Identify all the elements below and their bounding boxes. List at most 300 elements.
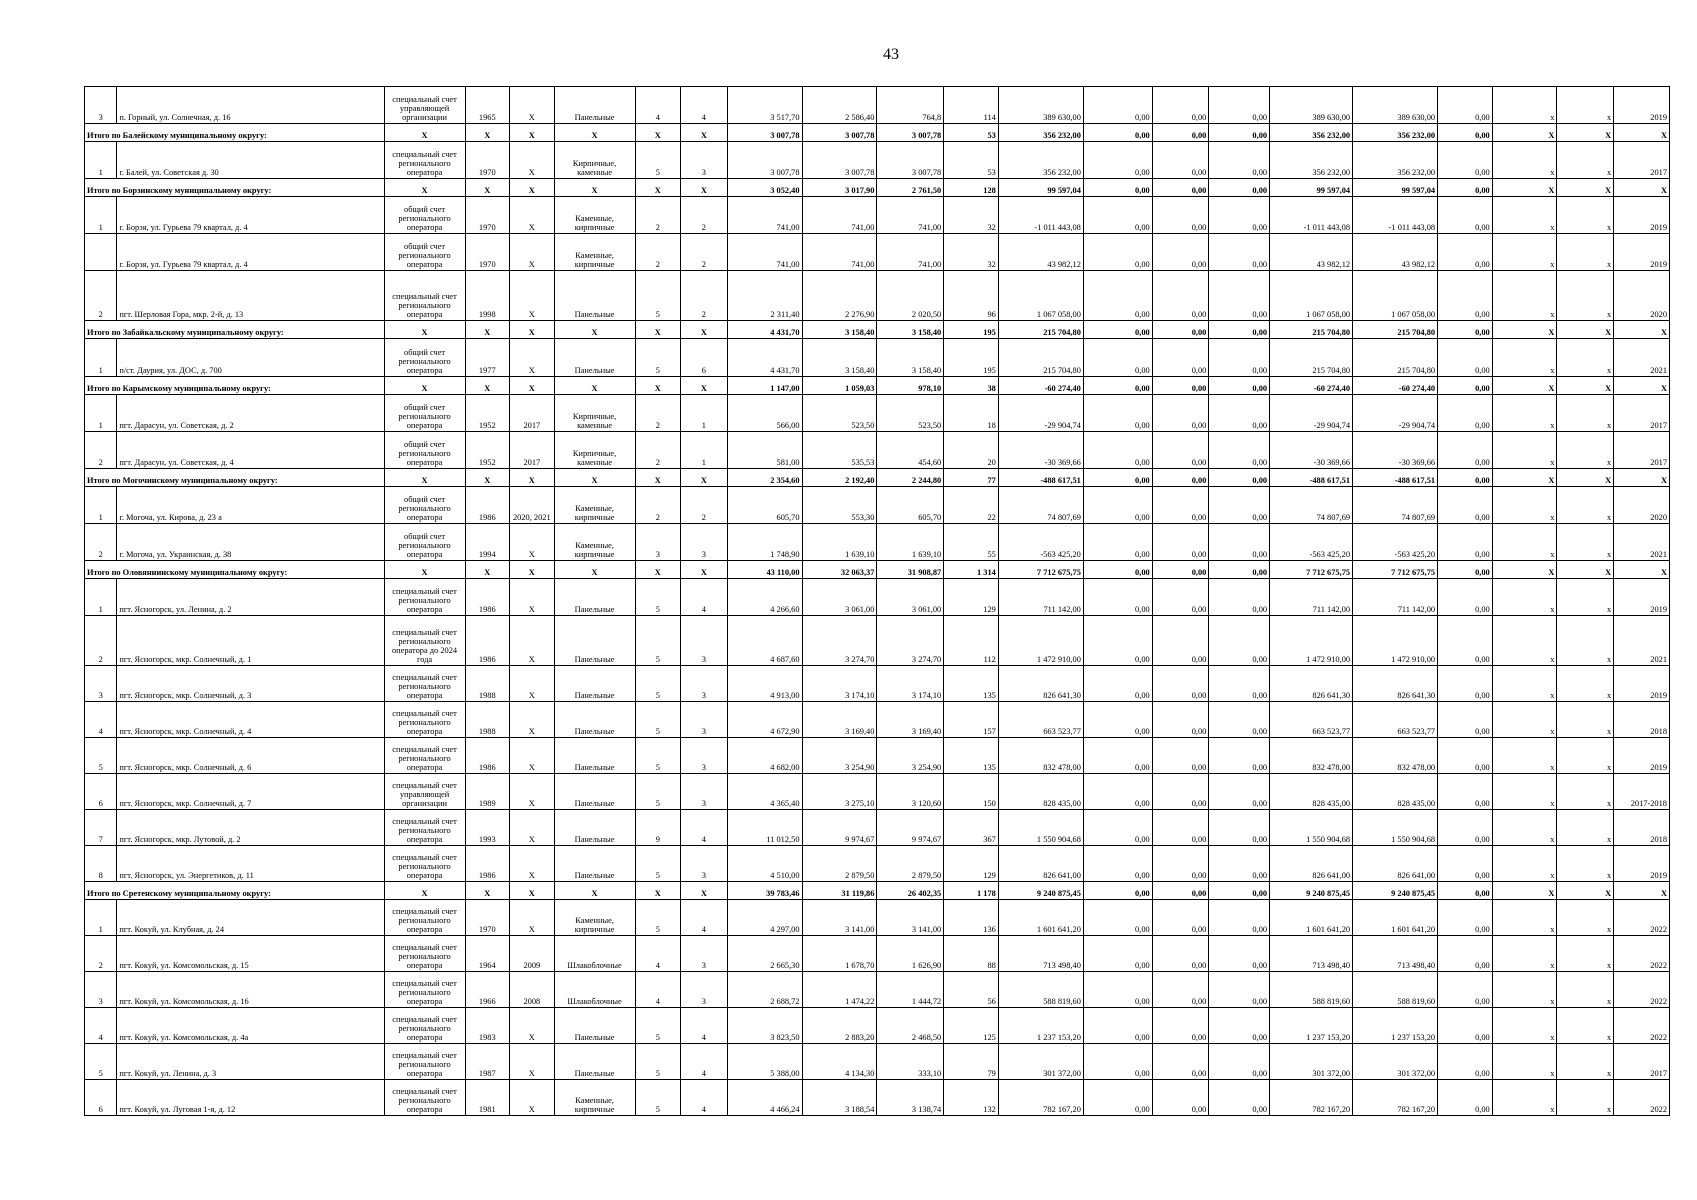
cell-other-funds: 0,00 — [1438, 524, 1493, 561]
cell-owners-funds-other: 782 167,20 — [1353, 1080, 1438, 1116]
cell-owners-funds: 74 807,69 — [1270, 487, 1353, 524]
cell-floors: X — [635, 124, 681, 142]
cell-owners-funds: 389 630,00 — [1270, 87, 1353, 124]
cell-floors: X — [635, 561, 681, 579]
cell-mark-b: X — [1557, 469, 1614, 487]
cell-residential-area: 3 158,40 — [802, 339, 877, 377]
cell-residential-area: 2 192,40 — [802, 469, 877, 487]
cell-other-funds: 0,00 — [1438, 666, 1493, 702]
cell-mark-a: x — [1492, 1080, 1557, 1116]
cell-wall-material: X — [554, 561, 635, 579]
cell-wall-material: Каменные, кирпичные — [554, 524, 635, 561]
cell-owners-funds: 215 704,80 — [1270, 321, 1353, 339]
cell-mark-a: x — [1492, 702, 1557, 738]
cell-mark-a: x — [1492, 395, 1557, 432]
cell-residents: 1 178 — [944, 882, 999, 900]
cell-address: г. Балей, ул. Советская д. 30 — [117, 142, 384, 179]
cell-other-funds: 0,00 — [1438, 846, 1493, 882]
cell-entrances: 3 — [681, 142, 728, 179]
cell-total-label: Итого по Карымскому муниципальному округу: — [85, 377, 385, 395]
cell-total-label: Итого по Оловяннинскому муниципальному округу: — [85, 561, 385, 579]
district-total-row — [85, 469, 1670, 487]
cell-account-type: специальный счет управляющей организации — [384, 87, 465, 124]
cell-living-area: 3 120,60 — [877, 774, 944, 810]
cell-owners-funds: -1 011 443,08 — [1270, 197, 1353, 234]
cell-year-built: X — [465, 321, 510, 339]
cell-year-renovated: X — [510, 738, 555, 774]
cell-address: п. Горный, ул. Солнечная, д. 16 — [117, 87, 384, 124]
cell-year-built: X — [465, 469, 510, 487]
cell-amount-municipal: 0,00 — [1209, 234, 1270, 271]
cell-residents: 32 — [944, 234, 999, 271]
cell-year-built: 1965 — [465, 87, 510, 124]
cell-owners-funds-other: 7 712 675,75 — [1353, 561, 1438, 579]
cell-residents: 150 — [944, 774, 999, 810]
cell-mark-b: x — [1557, 87, 1614, 124]
cell-total-area: 3 517,70 — [727, 87, 802, 124]
cell-owners-funds: 663 523,77 — [1270, 702, 1353, 738]
cell-owners-funds-other: -60 274,40 — [1353, 377, 1438, 395]
cell-planned-year: 2022 — [1614, 900, 1670, 936]
cell-planned-year: X — [1614, 377, 1670, 395]
cell-amount-municipal: 0,00 — [1209, 810, 1270, 846]
cell-row-number: 1 — [85, 339, 117, 377]
cell-address: пгт. Ясногорск, мкр. Солнечный, д. 7 — [117, 774, 384, 810]
cell-total-amount: 1 067 058,00 — [998, 271, 1083, 321]
cell-entrances: X — [681, 882, 728, 900]
cell-year-built: X — [465, 179, 510, 197]
cell-residential-area: 3 007,78 — [802, 124, 877, 142]
cell-total-amount: 711 142,00 — [998, 579, 1083, 616]
cell-mark-b: x — [1557, 810, 1614, 846]
cell-residential-area: 1 678,70 — [802, 936, 877, 972]
cell-amount-municipal: 0,00 — [1209, 87, 1270, 124]
cell-address: пгт. Дарасун, ул. Советская, д. 2 — [117, 395, 384, 432]
cell-wall-material: Кирпичные, каменные — [554, 395, 635, 432]
cell-amount-fund: 0,00 — [1083, 197, 1152, 234]
cell-residents: 125 — [944, 1008, 999, 1044]
cell-total-label: Итого по Борзинскому муниципальному округу: — [85, 179, 385, 197]
cell-owners-funds-other: 301 372,00 — [1353, 1044, 1438, 1080]
cell-amount-region: 0,00 — [1152, 321, 1209, 339]
table-row — [85, 810, 1670, 846]
cell-year-renovated: X — [510, 846, 555, 882]
cell-residents: 20 — [944, 432, 999, 469]
cell-total-amount: -30 369,66 — [998, 432, 1083, 469]
cell-residential-area: 3 174,10 — [802, 666, 877, 702]
cell-mark-a: x — [1492, 234, 1557, 271]
cell-amount-region: 0,00 — [1152, 882, 1209, 900]
cell-amount-fund: 0,00 — [1083, 469, 1152, 487]
cell-total-area: 4 365,40 — [727, 774, 802, 810]
cell-other-funds: 0,00 — [1438, 87, 1493, 124]
cell-row-number: 4 — [85, 1008, 117, 1044]
table-row — [85, 738, 1670, 774]
cell-floors: X — [635, 179, 681, 197]
cell-other-funds: 0,00 — [1438, 882, 1493, 900]
cell-wall-material: X — [554, 469, 635, 487]
cell-living-area: 3 061,00 — [877, 579, 944, 616]
cell-amount-municipal: 0,00 — [1209, 271, 1270, 321]
cell-total-area: 4 431,70 — [727, 321, 802, 339]
cell-owners-funds: 9 240 875,45 — [1270, 882, 1353, 900]
cell-row-number: 3 — [85, 972, 117, 1008]
cell-entrances: X — [681, 377, 728, 395]
cell-year-renovated: X — [510, 469, 555, 487]
cell-residential-area: 3 061,00 — [802, 579, 877, 616]
cell-residential-area: 2 879,50 — [802, 846, 877, 882]
cell-mark-b: x — [1557, 738, 1614, 774]
cell-owners-funds-other: -29 904,74 — [1353, 395, 1438, 432]
cell-year-renovated: X — [510, 142, 555, 179]
cell-account-type: специальный счет регионального оператора — [384, 810, 465, 846]
cell-floors: 5 — [635, 846, 681, 882]
cell-mark-b: x — [1557, 972, 1614, 1008]
cell-residential-area: 535,53 — [802, 432, 877, 469]
cell-owners-funds-other: 74 807,69 — [1353, 487, 1438, 524]
cell-row-number: 2 — [85, 616, 117, 666]
cell-amount-region: 0,00 — [1152, 738, 1209, 774]
cell-planned-year: X — [1614, 179, 1670, 197]
cell-amount-region: 0,00 — [1152, 1044, 1209, 1080]
table-row — [85, 524, 1670, 561]
cell-account-type: общий счет регионального оператора — [384, 432, 465, 469]
cell-row-number: 2 — [85, 271, 117, 321]
cell-living-area: 2 879,50 — [877, 846, 944, 882]
cell-entrances: 4 — [681, 1080, 728, 1116]
cell-owners-funds: -60 274,40 — [1270, 377, 1353, 395]
cell-owners-funds-other: 215 704,80 — [1353, 339, 1438, 377]
cell-entrances: 4 — [681, 1044, 728, 1080]
cell-mark-a: X — [1492, 882, 1557, 900]
cell-mark-a: x — [1492, 972, 1557, 1008]
cell-planned-year: X — [1614, 561, 1670, 579]
cell-owners-funds: 1 601 641,20 — [1270, 900, 1353, 936]
cell-wall-material: Панельные — [554, 616, 635, 666]
cell-year-built: 1986 — [465, 487, 510, 524]
cell-year-built: 1981 — [465, 1080, 510, 1116]
cell-residents: 32 — [944, 197, 999, 234]
cell-amount-fund: 0,00 — [1083, 524, 1152, 561]
cell-owners-funds: 826 641,30 — [1270, 666, 1353, 702]
table-row — [85, 395, 1670, 432]
cell-total-area: 741,00 — [727, 234, 802, 271]
cell-address: пгт. Кокуй, ул. Клубная, д. 24 — [117, 900, 384, 936]
cell-year-renovated: X — [510, 579, 555, 616]
cell-address: п/ст. Даурия, ул. ДОС, д. 700 — [117, 339, 384, 377]
cell-residents: 112 — [944, 616, 999, 666]
cell-account-type: общий счет регионального оператора — [384, 197, 465, 234]
cell-owners-funds-other: 1 472 910,00 — [1353, 616, 1438, 666]
cell-owners-funds: 1 237 153,20 — [1270, 1008, 1353, 1044]
cell-residents: 114 — [944, 87, 999, 124]
cell-mark-a: x — [1492, 197, 1557, 234]
cell-owners-funds-other: 9 240 875,45 — [1353, 882, 1438, 900]
cell-living-area: 2 761,50 — [877, 179, 944, 197]
cell-other-funds: 0,00 — [1438, 936, 1493, 972]
cell-total-amount: 9 240 875,45 — [998, 882, 1083, 900]
cell-row-number: 2 — [85, 936, 117, 972]
cell-owners-funds-other: 826 641,00 — [1353, 846, 1438, 882]
cell-entrances: X — [681, 124, 728, 142]
cell-year-built: 1970 — [465, 900, 510, 936]
cell-other-funds: 0,00 — [1438, 234, 1493, 271]
cell-amount-fund: 0,00 — [1083, 900, 1152, 936]
cell-year-built: 1970 — [465, 197, 510, 234]
cell-year-renovated: X — [510, 666, 555, 702]
register-table-body — [85, 87, 1670, 1116]
cell-total-amount: 215 704,80 — [998, 339, 1083, 377]
cell-address: пгт. Ясногорск, мкр. Солнечный, д. 4 — [117, 702, 384, 738]
cell-address: пгт. Ясногорск, мкр. Солнечный, д. 3 — [117, 666, 384, 702]
cell-floors: 5 — [635, 1044, 681, 1080]
cell-year-renovated: X — [510, 179, 555, 197]
cell-amount-fund: 0,00 — [1083, 179, 1152, 197]
cell-row-number: 1 — [85, 900, 117, 936]
cell-owners-funds: 7 712 675,75 — [1270, 561, 1353, 579]
cell-mark-b: x — [1557, 234, 1614, 271]
cell-amount-region: 0,00 — [1152, 666, 1209, 702]
district-total-row — [85, 377, 1670, 395]
cell-residential-area: 523,50 — [802, 395, 877, 432]
cell-total-label: Итого по Балейскому муниципальному округу: — [85, 124, 385, 142]
cell-other-funds: 0,00 — [1438, 432, 1493, 469]
cell-planned-year: 2022 — [1614, 936, 1670, 972]
cell-living-area: 31 908,87 — [877, 561, 944, 579]
cell-amount-fund: 0,00 — [1083, 377, 1152, 395]
table-row — [85, 432, 1670, 469]
cell-living-area: 741,00 — [877, 234, 944, 271]
cell-mark-a: x — [1492, 1044, 1557, 1080]
cell-other-funds: 0,00 — [1438, 810, 1493, 846]
cell-entrances: 3 — [681, 774, 728, 810]
cell-amount-fund: 0,00 — [1083, 321, 1152, 339]
cell-year-built: X — [465, 124, 510, 142]
district-total-row — [85, 321, 1670, 339]
cell-amount-municipal: 0,00 — [1209, 321, 1270, 339]
cell-year-built: 1993 — [465, 810, 510, 846]
cell-address: пгт. Ясногорск, мкр. Лутовой, д. 2 — [117, 810, 384, 846]
cell-year-built: 1952 — [465, 395, 510, 432]
cell-amount-municipal: 0,00 — [1209, 339, 1270, 377]
cell-amount-municipal: 0,00 — [1209, 702, 1270, 738]
cell-year-built: 1986 — [465, 579, 510, 616]
cell-wall-material: X — [554, 882, 635, 900]
cell-year-renovated: X — [510, 616, 555, 666]
cell-amount-fund: 0,00 — [1083, 666, 1152, 702]
cell-mark-a: X — [1492, 561, 1557, 579]
cell-owners-funds-other: 711 142,00 — [1353, 579, 1438, 616]
cell-total-label: Итого по Забайкальскому муниципальному округу: — [85, 321, 385, 339]
cell-amount-municipal: 0,00 — [1209, 616, 1270, 666]
cell-entrances: 4 — [681, 87, 728, 124]
cell-account-type: общий счет регионального оператора — [384, 487, 465, 524]
cell-amount-fund: 0,00 — [1083, 1044, 1152, 1080]
cell-wall-material: X — [554, 179, 635, 197]
cell-wall-material: Шлакоблочные — [554, 936, 635, 972]
cell-account-type: специальный счет регионального оператора — [384, 666, 465, 702]
cell-entrances: 4 — [681, 900, 728, 936]
cell-owners-funds: 301 372,00 — [1270, 1044, 1353, 1080]
cell-floors: 5 — [635, 702, 681, 738]
cell-row-number: 8 — [85, 846, 117, 882]
table-row — [85, 271, 1670, 321]
cell-planned-year: 2017 — [1614, 142, 1670, 179]
cell-floors: 5 — [635, 271, 681, 321]
cell-residents: 38 — [944, 377, 999, 395]
cell-total-area: 43 110,00 — [727, 561, 802, 579]
cell-entrances: 4 — [681, 579, 728, 616]
cell-amount-municipal: 0,00 — [1209, 1008, 1270, 1044]
cell-planned-year: X — [1614, 882, 1670, 900]
cell-mark-a: x — [1492, 846, 1557, 882]
cell-total-amount: 1 550 904,68 — [998, 810, 1083, 846]
cell-living-area: 3 007,78 — [877, 124, 944, 142]
cell-residential-area: 32 063,37 — [802, 561, 877, 579]
cell-entrances: 3 — [681, 972, 728, 1008]
cell-year-renovated: X — [510, 87, 555, 124]
cell-mark-a: x — [1492, 936, 1557, 972]
cell-mark-a: X — [1492, 179, 1557, 197]
cell-account-type: специальный счет регионального оператора — [384, 142, 465, 179]
cell-total-amount: -1 011 443,08 — [998, 197, 1083, 234]
cell-owners-funds: -29 904,74 — [1270, 395, 1353, 432]
cell-account-type: специальный счет регионального оператора — [384, 738, 465, 774]
cell-entrances: 3 — [681, 666, 728, 702]
cell-amount-fund: 0,00 — [1083, 234, 1152, 271]
cell-account-type: X — [384, 882, 465, 900]
cell-owners-funds: 215 704,80 — [1270, 339, 1353, 377]
cell-amount-municipal: 0,00 — [1209, 900, 1270, 936]
cell-year-built: X — [465, 377, 510, 395]
cell-row-number: 1 — [85, 487, 117, 524]
cell-amount-region: 0,00 — [1152, 846, 1209, 882]
cell-living-area: 523,50 — [877, 395, 944, 432]
cell-owners-funds-other: 356 232,00 — [1353, 124, 1438, 142]
cell-other-funds: 0,00 — [1438, 616, 1493, 666]
cell-mark-a: x — [1492, 810, 1557, 846]
cell-year-built: X — [465, 561, 510, 579]
cell-residents: 136 — [944, 900, 999, 936]
cell-total-area: 741,00 — [727, 197, 802, 234]
cell-amount-municipal: 0,00 — [1209, 197, 1270, 234]
cell-amount-region: 0,00 — [1152, 395, 1209, 432]
cell-total-area: 1 748,90 — [727, 524, 802, 561]
cell-living-area: 3 007,78 — [877, 142, 944, 179]
cell-living-area: 3 274,70 — [877, 616, 944, 666]
cell-living-area: 26 402,35 — [877, 882, 944, 900]
cell-row-number: 7 — [85, 810, 117, 846]
cell-floors: X — [635, 377, 681, 395]
cell-amount-municipal: 0,00 — [1209, 432, 1270, 469]
cell-row-number: 6 — [85, 774, 117, 810]
cell-amount-municipal: 0,00 — [1209, 469, 1270, 487]
cell-row-number: 3 — [85, 666, 117, 702]
cell-year-renovated: X — [510, 900, 555, 936]
cell-amount-region: 0,00 — [1152, 524, 1209, 561]
cell-residents: 135 — [944, 666, 999, 702]
cell-living-area: 2 468,50 — [877, 1008, 944, 1044]
cell-mark-a: X — [1492, 321, 1557, 339]
cell-entrances: 1 — [681, 395, 728, 432]
cell-account-type: общий счет регионального оператора — [384, 524, 465, 561]
cell-row-number: 1 — [85, 142, 117, 179]
cell-total-amount: 826 641,30 — [998, 666, 1083, 702]
cell-other-funds: 0,00 — [1438, 1008, 1493, 1044]
cell-total-amount: -29 904,74 — [998, 395, 1083, 432]
cell-amount-municipal: 0,00 — [1209, 124, 1270, 142]
cell-total-amount: 43 982,12 — [998, 234, 1083, 271]
cell-planned-year: X — [1614, 321, 1670, 339]
cell-owners-funds: 826 641,00 — [1270, 846, 1353, 882]
cell-mark-a: X — [1492, 124, 1557, 142]
cell-floors: 5 — [635, 738, 681, 774]
cell-amount-fund: 0,00 — [1083, 339, 1152, 377]
cell-mark-b: x — [1557, 702, 1614, 738]
cell-amount-fund: 0,00 — [1083, 616, 1152, 666]
cell-floors: 2 — [635, 395, 681, 432]
cell-owners-funds-other: 1 237 153,20 — [1353, 1008, 1438, 1044]
cell-year-built: 1983 — [465, 1008, 510, 1044]
cell-amount-municipal: 0,00 — [1209, 936, 1270, 972]
cell-owners-funds-other: -1 011 443,08 — [1353, 197, 1438, 234]
cell-year-renovated: X — [510, 124, 555, 142]
cell-living-area: 454,60 — [877, 432, 944, 469]
table-row — [85, 616, 1670, 666]
cell-amount-fund: 0,00 — [1083, 87, 1152, 124]
cell-floors: 2 — [635, 487, 681, 524]
cell-other-funds: 0,00 — [1438, 1044, 1493, 1080]
cell-planned-year: 2021 — [1614, 616, 1670, 666]
cell-mark-b: x — [1557, 271, 1614, 321]
cell-amount-region: 0,00 — [1152, 271, 1209, 321]
cell-residential-area: 1 639,10 — [802, 524, 877, 561]
cell-year-renovated: X — [510, 882, 555, 900]
cell-total-amount: 713 498,40 — [998, 936, 1083, 972]
cell-owners-funds: 1 472 910,00 — [1270, 616, 1353, 666]
cell-other-funds: 0,00 — [1438, 395, 1493, 432]
cell-planned-year: 2017-2018 — [1614, 774, 1670, 810]
cell-total-area: 4 913,00 — [727, 666, 802, 702]
cell-residential-area: 3 158,40 — [802, 321, 877, 339]
cell-residents: 1 314 — [944, 561, 999, 579]
cell-planned-year: 2019 — [1614, 197, 1670, 234]
cell-year-renovated: 2009 — [510, 936, 555, 972]
cell-floors: 5 — [635, 1008, 681, 1044]
cell-address: пгт. Кокуй, ул. Комсомольская, д. 4а — [117, 1008, 384, 1044]
table-row — [85, 900, 1670, 936]
cell-living-area: 333,10 — [877, 1044, 944, 1080]
cell-other-funds: 0,00 — [1438, 738, 1493, 774]
cell-residential-area: 3 017,90 — [802, 179, 877, 197]
cell-mark-b: X — [1557, 882, 1614, 900]
cell-planned-year: 2019 — [1614, 846, 1670, 882]
cell-row-number: 1 — [85, 579, 117, 616]
cell-owners-funds: 828 435,00 — [1270, 774, 1353, 810]
cell-wall-material: Панельные — [554, 87, 635, 124]
cell-wall-material: Панельные — [554, 339, 635, 377]
table-row — [85, 846, 1670, 882]
cell-amount-fund: 0,00 — [1083, 936, 1152, 972]
cell-total-area: 3 007,78 — [727, 124, 802, 142]
cell-residential-area: 31 119,86 — [802, 882, 877, 900]
cell-owners-funds-other: 215 704,80 — [1353, 321, 1438, 339]
cell-other-funds: 0,00 — [1438, 179, 1493, 197]
cell-entrances: 3 — [681, 846, 728, 882]
cell-wall-material: Панельные — [554, 1008, 635, 1044]
cell-residents: 132 — [944, 1080, 999, 1116]
table-row — [85, 487, 1670, 524]
